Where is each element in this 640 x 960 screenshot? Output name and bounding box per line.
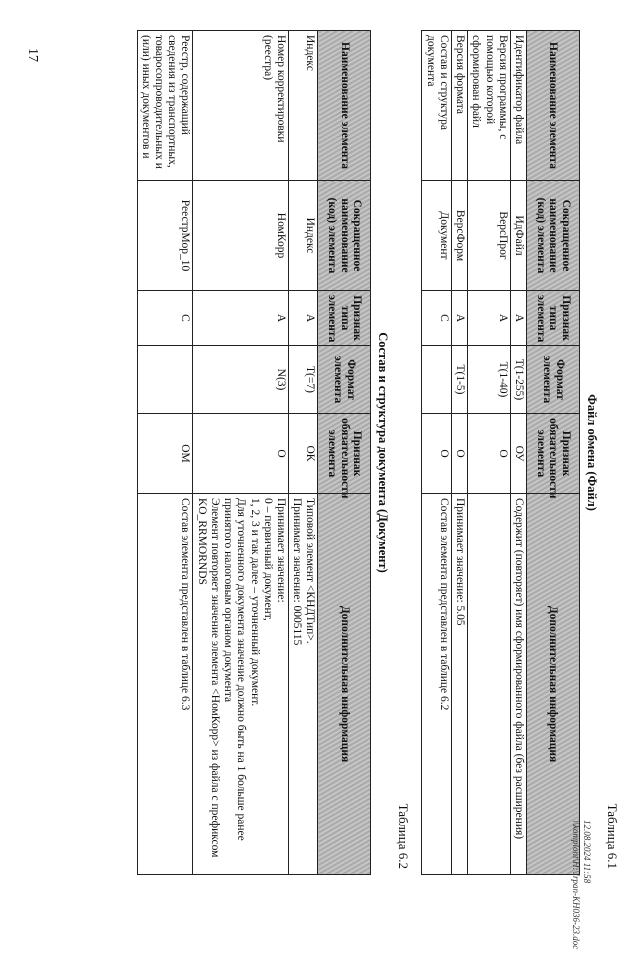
- table-row: [193, 31, 289, 875]
- element-name-cell: Состав и структура документа: [422, 31, 451, 181]
- element-name-cell: Идентификатор файла: [510, 31, 526, 181]
- element-name-cell: Индекс: [289, 31, 318, 181]
- element-required-cell: ОУ: [510, 414, 526, 494]
- element-type-cell: А: [468, 291, 511, 346]
- element-format-cell: Т(1-255): [510, 346, 526, 414]
- element-required-cell: О: [468, 414, 511, 494]
- rotated-page-content: [20, 30, 620, 875]
- table-header-row: [318, 31, 371, 875]
- header-cell: Сокращенное наименование (код) элемента: [527, 181, 580, 291]
- element-info-cell: Принимает значение: 0 – первичный документ, 1, 2, 3 и так далее – уточненный документ. Для уточненного документа значение должно быть на 1 больше ранее принятого налоговым органом документа Элемент повторяет значение элемента <НомКорр> из файла с префиксом KO_RRMORNDS: [193, 494, 289, 875]
- header-cell: Дополнительная информация: [527, 494, 580, 875]
- element-name-cell: Номер корректировки (реестра): [193, 31, 289, 181]
- element-name-cell: Версия программы, с помощью которой сформирован файл: [468, 31, 511, 181]
- element-type-cell: А: [451, 291, 467, 346]
- table-6-1-title: Файл обмена (Файл): [585, 394, 599, 511]
- element-name-cell: Версия формата: [451, 31, 467, 181]
- footer-file-path: \\komplont\H:\Irpan-KH036-23.doc: [571, 820, 582, 950]
- header-cell: Формат элемента: [318, 346, 371, 414]
- element-format-cell: Т(=7): [289, 346, 318, 414]
- header-cell: Наименование элемента: [527, 31, 580, 181]
- element-required-cell: ОК: [289, 414, 318, 494]
- element-name-cell: Реестр, содержащий сведения из транспортных, товаросопроводительных и (или) иных документов и: [137, 31, 193, 181]
- table-6-2: [137, 30, 372, 875]
- element-code-cell: НомКорр: [193, 181, 289, 291]
- element-required-cell: О: [193, 414, 289, 494]
- element-type-cell: С: [422, 291, 451, 346]
- element-format-cell: [422, 346, 451, 414]
- table-6-1-caption: Таблица 6.1: [605, 803, 620, 869]
- header-cell: Формат элемента: [527, 346, 580, 414]
- element-info-cell: Состав элемента представлен в таблице 6.3: [137, 494, 193, 875]
- element-required-cell: ОМ: [137, 414, 193, 494]
- header-cell: Признак обязательности элемента: [318, 414, 371, 494]
- header-cell: Признак типа элемента: [318, 291, 371, 346]
- page-number: 17: [25, 48, 40, 62]
- element-format-cell: Т(1-5): [451, 346, 467, 414]
- element-info-cell: Содержит (повторяет) имя сформированного файла (без расширения): [510, 494, 526, 875]
- element-info-cell: Состав элемента представлен в таблице 6.2: [422, 494, 451, 875]
- footer-timestamp: 12.08.2024 11:58: [582, 820, 592, 884]
- table-row: [468, 31, 511, 875]
- element-type-cell: А: [193, 291, 289, 346]
- element-format-cell: N(3): [193, 346, 289, 414]
- element-code-cell: ВерсПрог: [468, 181, 511, 291]
- element-format-cell: Т(1-40): [468, 346, 511, 414]
- document-footer: [570, 820, 592, 960]
- header-cell: Признак типа элемента: [527, 291, 580, 346]
- table-6-2-caption: Таблица 6.2: [396, 803, 412, 869]
- element-info-cell: [468, 494, 511, 875]
- element-type-cell: А: [510, 291, 526, 346]
- table-row: [451, 31, 467, 875]
- element-code-cell: ИдФайл: [510, 181, 526, 291]
- header-cell: Признак обязательности элемента: [527, 414, 580, 494]
- element-format-cell: [137, 346, 193, 414]
- element-code-cell: ВерсФорм: [451, 181, 467, 291]
- table-6-2-title: Состав и структура документа (Документ): [376, 332, 391, 573]
- element-info-cell: Типовой элемент <КНДТип>. Принимает значение: 0005115: [289, 494, 318, 875]
- element-info-cell: Принимает значение: 5.05: [451, 494, 467, 875]
- element-code-cell: РеестрМор_10: [137, 181, 193, 291]
- element-code-cell: Документ: [422, 181, 451, 291]
- table-header-row: [527, 31, 580, 875]
- element-required-cell: О: [451, 414, 467, 494]
- element-code-cell: Индекс: [289, 181, 318, 291]
- table-row: [289, 31, 318, 875]
- element-required-cell: О: [422, 414, 451, 494]
- table-row: [137, 31, 193, 875]
- element-type-cell: С: [137, 291, 193, 346]
- element-type-cell: А: [289, 291, 318, 346]
- table-row: [510, 31, 526, 875]
- header-cell: Дополнительная информация: [318, 494, 371, 875]
- header-cell: Наименование элемента: [318, 31, 371, 181]
- table-6-1: [421, 30, 580, 875]
- header-cell: Сокращенное наименование (код) элемента: [318, 181, 371, 291]
- table-row: [422, 31, 451, 875]
